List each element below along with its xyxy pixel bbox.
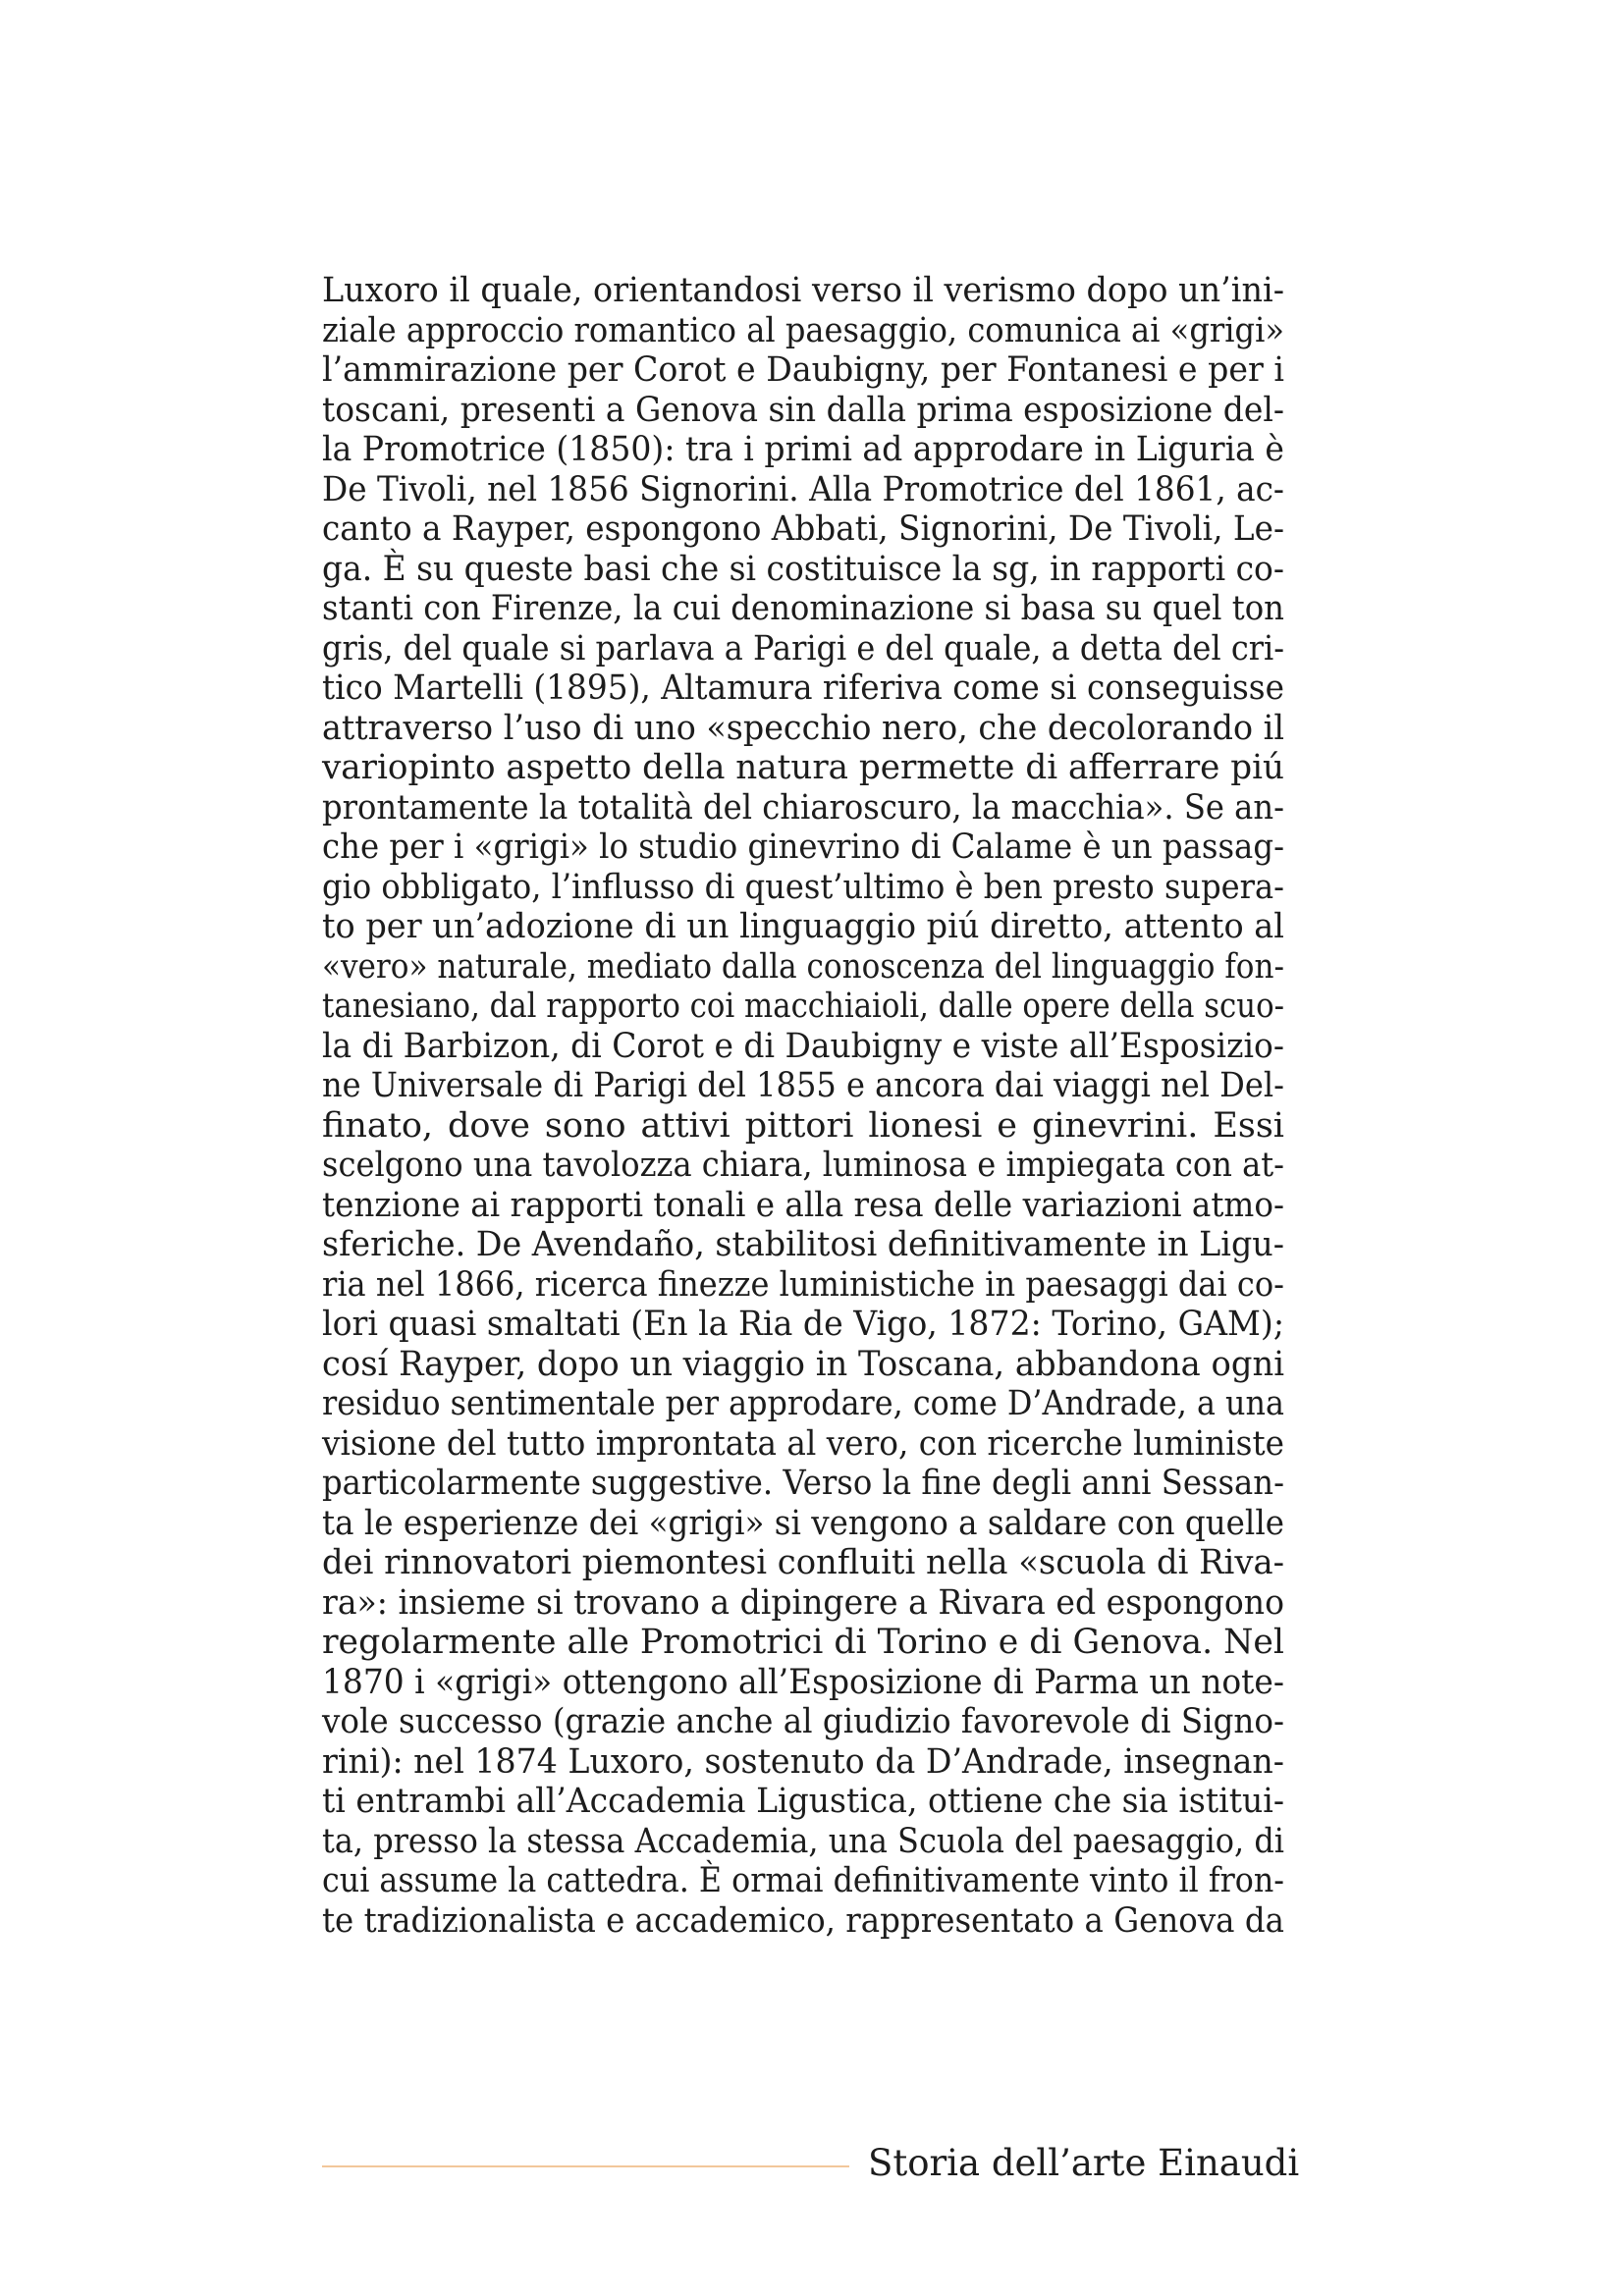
text-line: la Promotrice (1850): tra i primi ad approdare in Liguria è bbox=[322, 430, 1284, 469]
text-line: ta le esperienze dei «grigi» si vengono a saldare con quelle bbox=[322, 1503, 1284, 1543]
text-line: l’ammirazione per Corot e Daubigny, per Fontanesi e per i bbox=[322, 350, 1284, 390]
text-line: cui assume la cattedra. È ormai definitivamente vinto il fron- bbox=[322, 1861, 1284, 1900]
text-line: rini): nel 1874 Luxoro, sostenuto da D’Andrade, insegnan- bbox=[322, 1741, 1284, 1782]
text-line: dei rinnovatori piemontesi confluiti nella «scuola di Riva- bbox=[322, 1543, 1284, 1582]
text-line: te tradizionalista e accademico, rappresentato a Genova da bbox=[322, 1900, 1284, 1941]
text-line: scelgono una tavolozza chiara, luminosa e impiegata con at- bbox=[322, 1146, 1284, 1185]
text-line: tico Martelli (1895), Altamura riferiva come si conseguisse bbox=[322, 668, 1284, 708]
text-line: De Tivoli, nel 1856 Signorini. Alla Promotrice del 1861, ac- bbox=[322, 469, 1284, 509]
text-line: gris, del quale si parlava a Parigi e del quale, a detta del cri- bbox=[322, 628, 1284, 668]
footer-title: Storia dell’arte Einaudi bbox=[868, 2142, 1300, 2184]
text-line: tanesiano, dal rapporto coi macchiaioli, dalle opere della scuo- bbox=[322, 987, 1284, 1026]
text-line: «vero» naturale, mediato dalla conoscenza del linguaggio fon- bbox=[322, 946, 1284, 987]
text-line: stanti con Firenze, la cui denominazione si basa su quel ton bbox=[322, 589, 1284, 628]
text-line: 1870 i «grigi» ottengono all’Esposizione di Parma un note- bbox=[322, 1662, 1284, 1702]
text-line: che per i «grigi» lo studio ginevrino di Calame è un passag- bbox=[322, 828, 1284, 867]
text-line: toscani, presenti a Genova sin dalla prima esposizione del- bbox=[322, 390, 1284, 430]
text-line: variopinto aspetto della natura permette di afferrare piú bbox=[322, 748, 1284, 787]
text-line: Luxoro il quale, orientandosi verso il verismo dopo un’ini- bbox=[322, 271, 1284, 310]
text-line: sferiche. De Avendaño, stabilitosi definitivamente in Ligu- bbox=[322, 1225, 1284, 1264]
text-line: ra»: insieme si trovano a dipingere a Rivara ed espongono bbox=[322, 1582, 1284, 1623]
text-line: attraverso l’uso di uno «specchio nero, che decolorando il bbox=[322, 708, 1284, 748]
text-line: ria nel 1866, ricerca finezze luministiche in paesaggi dai co- bbox=[322, 1264, 1284, 1305]
text-line: visione del tutto improntata al vero, con ricerche luministe bbox=[322, 1423, 1284, 1464]
text-line: lori quasi smaltati (En la Ria de Vigo, 1872: Torino, GAM); bbox=[322, 1305, 1284, 1344]
text-line: ta, presso la stessa Accademia, una Scuola del paesaggio, di bbox=[322, 1821, 1284, 1861]
text-line: to per un’adozione di un linguaggio piú diretto, attento al bbox=[322, 907, 1284, 946]
text-line: gio obbligato, l’influsso di quest’ultimo è ben presto supera- bbox=[322, 867, 1284, 907]
footer-divider bbox=[322, 2165, 849, 2167]
body-text bbox=[322, 271, 1284, 1941]
text-line: vole successo (grazie anche al giudizio favorevole di Signo- bbox=[322, 1702, 1284, 1741]
text-line: tenzione ai rapporti tonali e alla resa delle variazioni atmo- bbox=[322, 1185, 1284, 1225]
text-line: regolarmente alle Promotrici di Torino e di Genova. Nel bbox=[322, 1623, 1284, 1662]
text-line: ti entrambi all’Accademia Ligustica, ottiene che sia istitui- bbox=[322, 1782, 1284, 1821]
text-line: cosí Rayper, dopo un viaggio in Toscana, abbandona ogni bbox=[322, 1344, 1284, 1384]
text-line: ziale approccio romantico al paesaggio, comunica ai «grigi» bbox=[322, 310, 1284, 350]
text-line: ga. È su queste basi che si costituisce la sg, in rapporti co- bbox=[322, 549, 1284, 589]
text-line: ne Universale di Parigi del 1855 e ancora dai viaggi nel Del- bbox=[322, 1066, 1284, 1105]
text-line: residuo sentimentale per approdare, come D’Andrade, a una bbox=[322, 1384, 1284, 1423]
text-line: la di Barbizon, di Corot e di Daubigny e viste all’Esposizio- bbox=[322, 1026, 1284, 1066]
text-line: prontamente la totalità del chiaroscuro, la macchia». Se an- bbox=[322, 787, 1284, 828]
text-line: canto a Rayper, espongono Abbati, Signorini, De Tivoli, Le- bbox=[322, 509, 1284, 549]
text-line: particolarmente suggestive. Verso la fine degli anni Sessan- bbox=[322, 1464, 1284, 1503]
text-line: finato, dove sono attivi pittori lionesi e ginevrini. Essi bbox=[322, 1105, 1284, 1146]
